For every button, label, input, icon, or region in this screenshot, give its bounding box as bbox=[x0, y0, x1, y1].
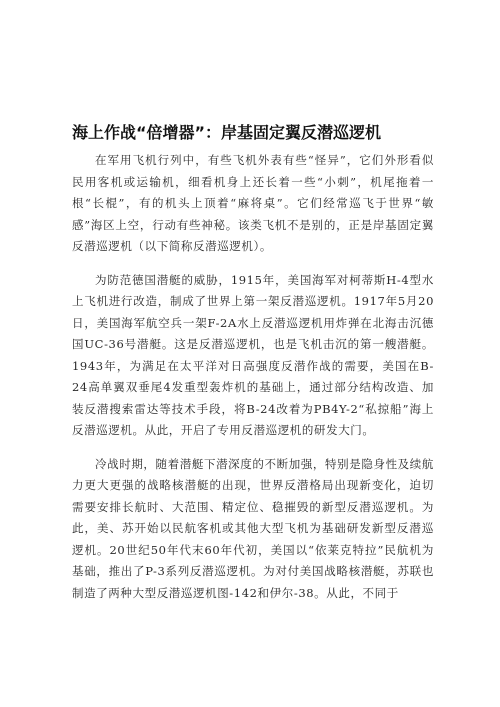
article-body bbox=[72, 150, 434, 616]
article-title: 海上作战“倍增器”：岸基固定翼反潜巡逻机 bbox=[72, 123, 382, 142]
paragraph-2: 为防范德国潜艇的威胁，1915年，美国海军对柯蒂斯H-4型水上飞机进行改造，制成了世界上第一架反潜巡逻机。1917年5月20日，美国海军航空兵一架F-2A水上反潜巡逻机用炸弹在北海击沉德国UC-36号潜艇。这是反潜巡逻机，也是飞机击沉的第一艘潜艇。1943年，为满足在太平洋对日高强度反潜作战的需要，美国在B-24高单翼双垂尾4发重型轰炸机的基础上，通过部分结构改造、加装反潜搜索雷达等技术手段，将B-24改着为PB4Y-2“私掠船”海上反潜巡逻机。从此，开启了专用反潜巡逻机的研发大门。 bbox=[72, 272, 434, 437]
paragraph-1: 在军用飞机行列中，有些飞机外表有些“怪异”，它们外形看似民用客机或运输机，细看机身上还长着一些“小刺”，机尾拖着一根“长棍”，有的机头上顶着“麻将桌”。它们经常巡飞于世界“敏感”海区上空，行动有些神秘。该类飞机不是别的，正是岸基固定翼反潜巡逻机（以下简称反潜巡逻机）。 bbox=[72, 153, 434, 253]
paragraph-3: 冷战时期，随着潜艇下潜深度的不断加强，特别是隐身性及续航力更大更强的战略核潜艇的出现，世界反潜格局出现新变化，迫切需要安排长航时、大范围、精定位、稳摧毁的新型反潜巡逻机。为此，美、苏开始以民航客机或其他大型飞机为基础研发新型反潜巡逻机。20世纪50年代末60年代初，美国以“依莱克特拉”民航机为基础，推出了P-3系列反潜巡逻机。为对付美国战略核潜艇，苏联也制造了两种大型反潜巡逻机图-142和伊尔-38。从此，不同于 bbox=[72, 456, 434, 600]
